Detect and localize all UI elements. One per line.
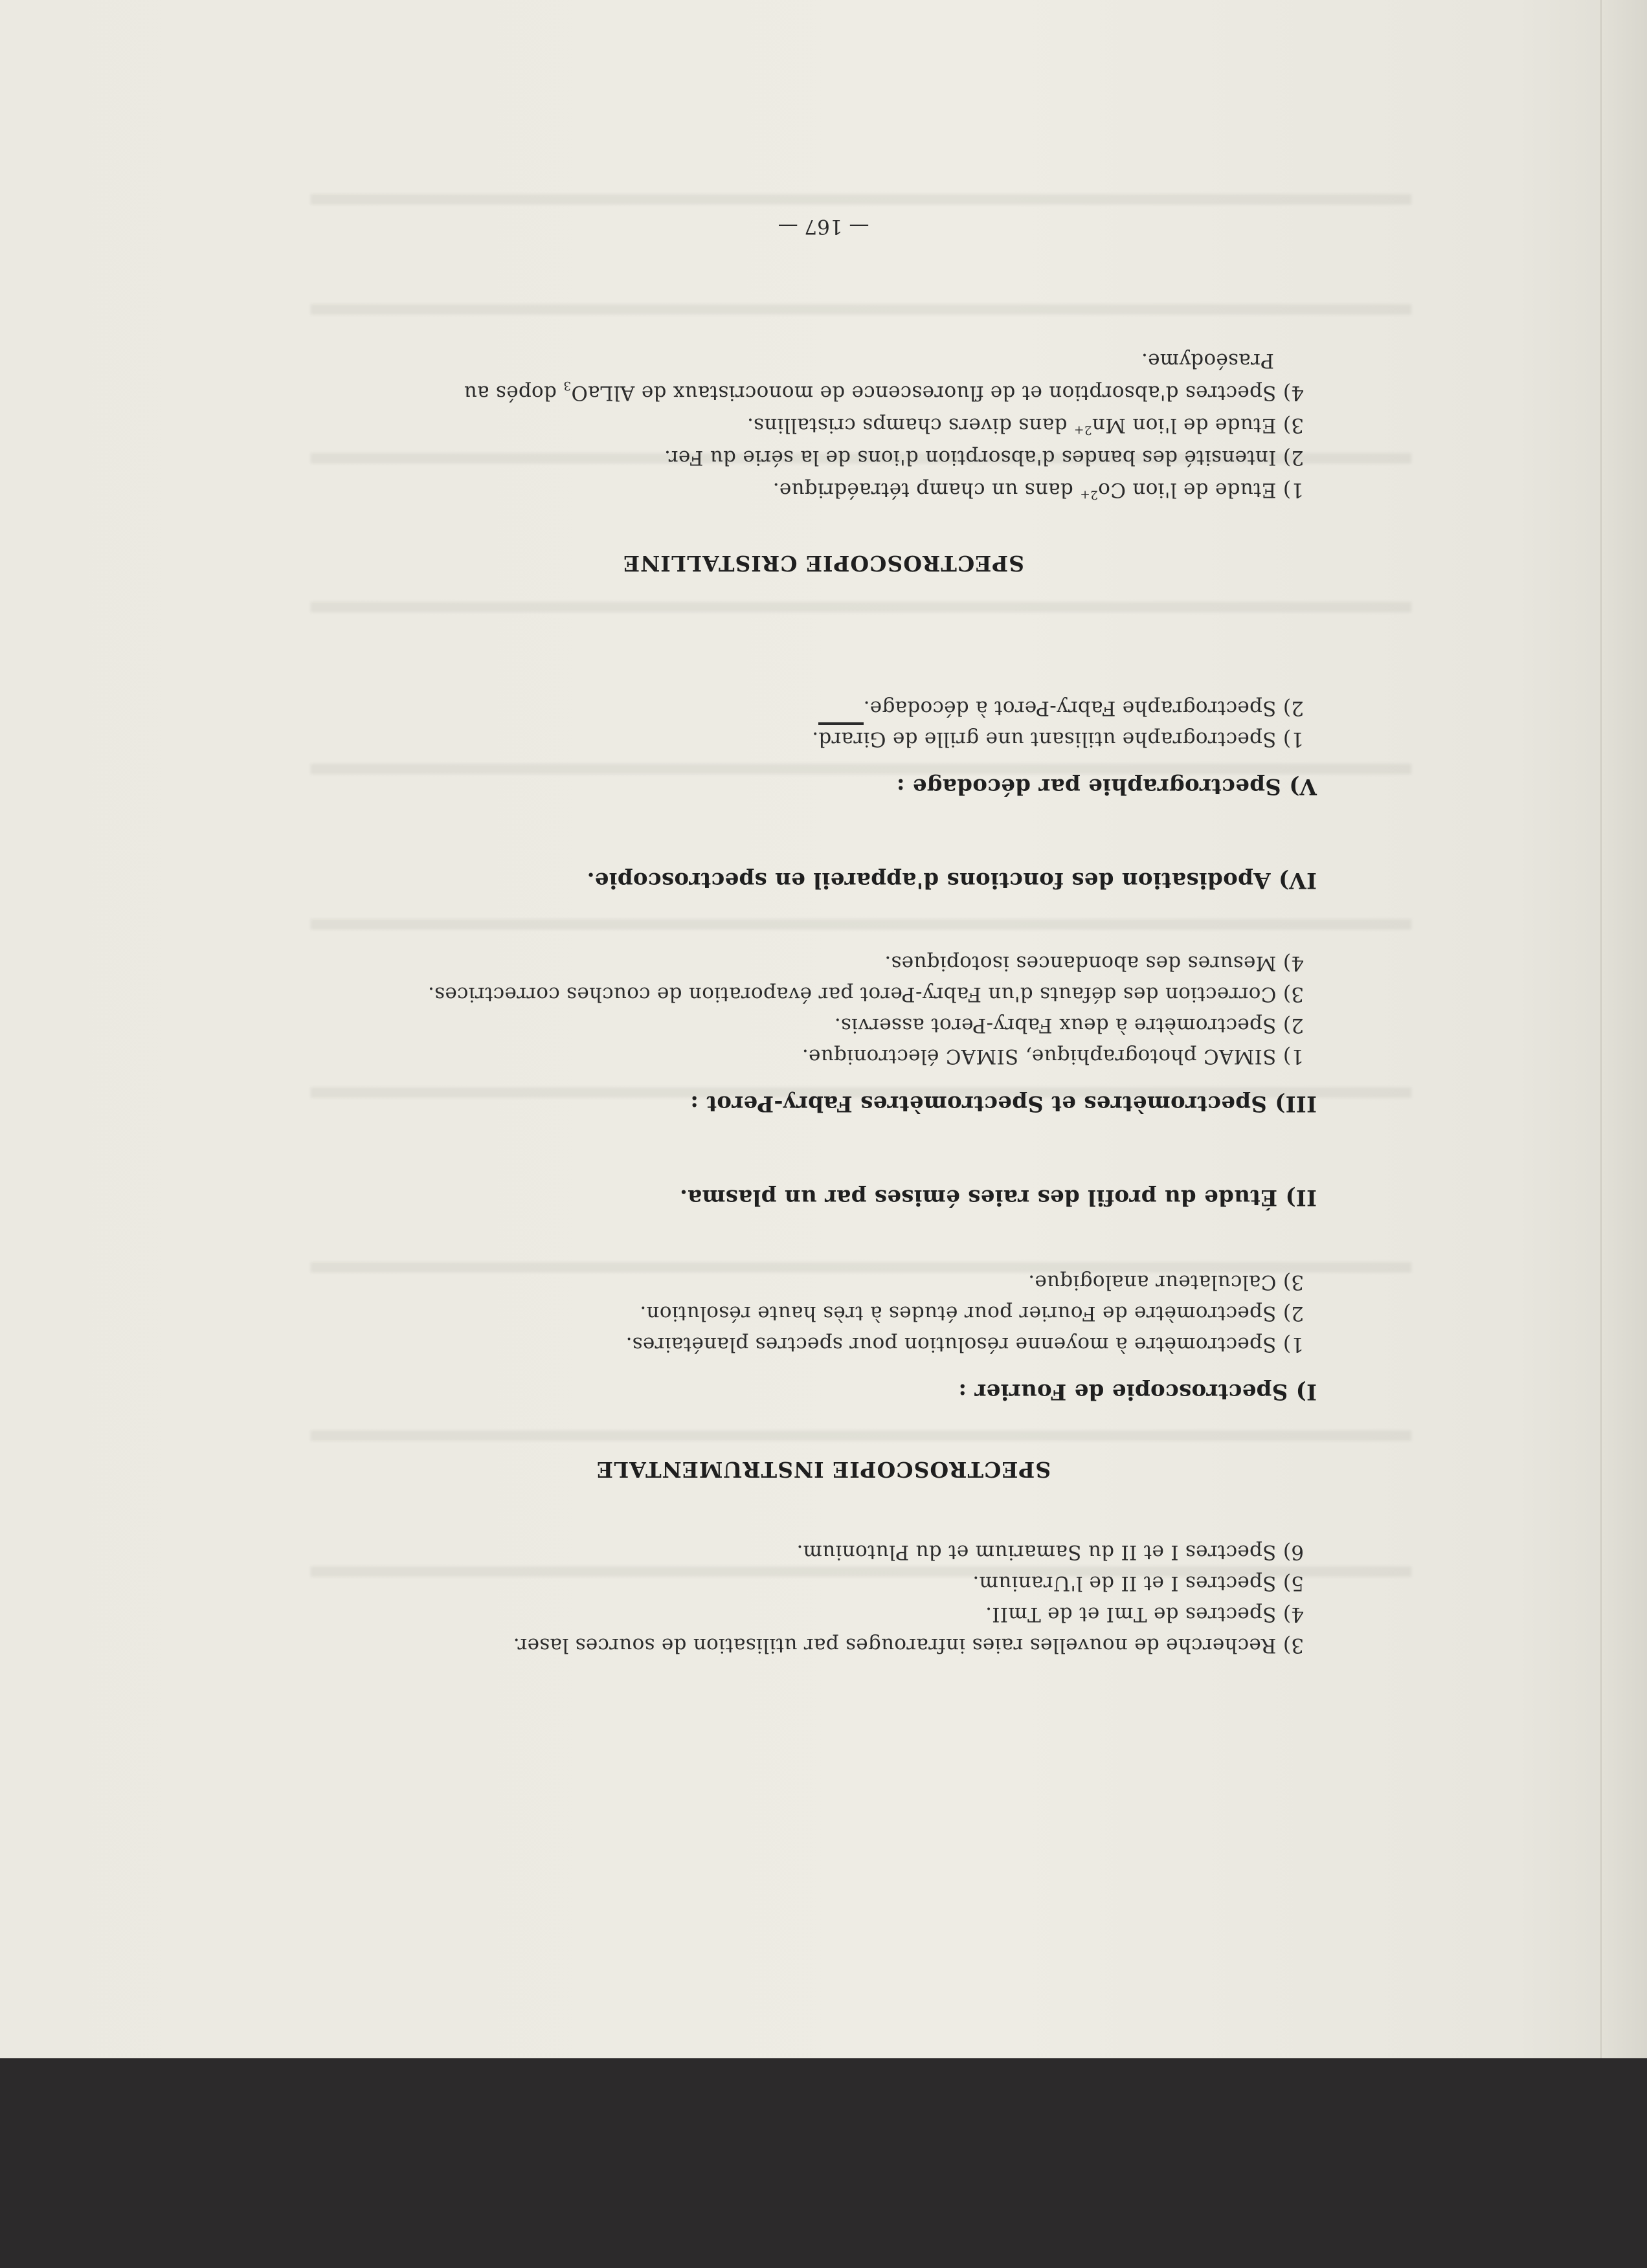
item-text: Spectres de TmI et de TmII. [985, 1603, 1277, 1626]
list-item [985, 1603, 1304, 1626]
item-number: 1) [1283, 478, 1304, 502]
list-item [863, 696, 1304, 720]
item-number: 1) [1283, 1045, 1304, 1068]
item-text-pre: Etude de l'ion Mn [1092, 414, 1277, 437]
section-title-cristalline: SPECTROSCOPIE CRISTALLINE [623, 551, 1024, 576]
item-text-post: dans divers champs cristallins. [746, 414, 1074, 437]
list-item [884, 951, 1304, 975]
item-number: 4) [1283, 381, 1304, 405]
item-text: Spectrographe Fabry-Perot à décodage. [863, 696, 1277, 720]
item-number: 3) [1283, 414, 1304, 437]
item-text: Spectres I et II du Samarium et du Plutonium. [796, 1540, 1277, 1564]
item-text-post: dans un champ tétraédrique. [772, 478, 1080, 502]
item-number: 4) [1283, 1603, 1304, 1626]
item-text-pre: Etude de l'ion Co [1097, 478, 1277, 502]
item-superscript: 2+ [1079, 487, 1098, 502]
item-number: 3) [1283, 1634, 1304, 1657]
list-item [513, 1634, 1305, 1657]
list-item [640, 1302, 1304, 1325]
list-item [464, 379, 1304, 405]
item-text: Spectrographe utilisant une grille de Girard. [811, 728, 1277, 751]
list-item [835, 1014, 1304, 1037]
item-text: Mesures des abondances isotopiques. [884, 951, 1277, 975]
section-heading: III) Spectromètres et Spectromètres Fabry-Perot : [690, 1091, 1317, 1117]
list-item [747, 414, 1304, 437]
item-text: Spectres I et II de l'Uranium. [972, 1572, 1277, 1595]
section-heading: V) Spectrographie par décodage : [896, 773, 1317, 799]
list-item [428, 983, 1304, 1006]
item-text: Calculateur analogique. [1027, 1271, 1277, 1294]
list-item [812, 728, 1304, 751]
section-heading: I) Spectroscopie de Fourier : [958, 1379, 1317, 1405]
item-text: Spectromètre à moyenne résolution pour spectres planétaires. [625, 1333, 1277, 1356]
list-item [625, 1333, 1304, 1356]
item-number: 1) [1283, 728, 1304, 751]
item-number: 2) [1283, 696, 1304, 720]
list-item [802, 1045, 1304, 1068]
item-number: 1) [1283, 1333, 1304, 1356]
list-item [972, 1572, 1304, 1595]
item-text: Spectromètre à deux Fabry-Perot asservis. [834, 1014, 1277, 1037]
handwritten-underline [818, 722, 864, 725]
item-number: 2) [1283, 1302, 1304, 1325]
item-text-pre: Spectres d'absorption et de fluorescence de monocristaux de AlLaO [571, 381, 1277, 405]
list-item [664, 446, 1304, 469]
page-number: — 167 — [778, 215, 869, 238]
item-text: Correction des défauts d'un Fabry-Perot par évaporation de couches correctrices. [427, 983, 1277, 1006]
item-number: 3) [1283, 1271, 1304, 1294]
item-superscript: 2+ [1073, 423, 1092, 437]
list-item-continuation: Praséodyme. [1141, 349, 1274, 372]
item-text-pre: Intensité des bandes d'absorption d'ions de la série du Fer. [664, 446, 1277, 469]
item-number: 3) [1283, 983, 1304, 1006]
item-number: 5) [1283, 1572, 1304, 1595]
item-text: Recherche de nouvelles raies infrarouges par utilisation de sources laser. [513, 1634, 1277, 1657]
list-item [1028, 1271, 1304, 1294]
section-title-instrumental: SPECTROSCOPIE INSTRUMENTALE [596, 1457, 1051, 1482]
item-text: SIMAC photographique, SIMAC électronique. [801, 1045, 1277, 1068]
list-item [772, 478, 1304, 502]
item-text: Spectromètre de Fourier pour études à très haute résolution. [640, 1302, 1277, 1325]
section-heading: II) Étude du profil des raies émises par un plasma. [679, 1184, 1317, 1210]
section-heading: IV) Apodisation des fonctions d'appareil en spectroscopie. [587, 867, 1317, 893]
item-subscript: 3 [563, 378, 572, 392]
list-item [796, 1540, 1304, 1564]
item-number: 2) [1283, 446, 1304, 469]
item-number: 6) [1283, 1540, 1304, 1564]
item-text-post: dopés au [464, 381, 563, 405]
item-number: 2) [1283, 1014, 1304, 1037]
item-number: 4) [1283, 951, 1304, 975]
